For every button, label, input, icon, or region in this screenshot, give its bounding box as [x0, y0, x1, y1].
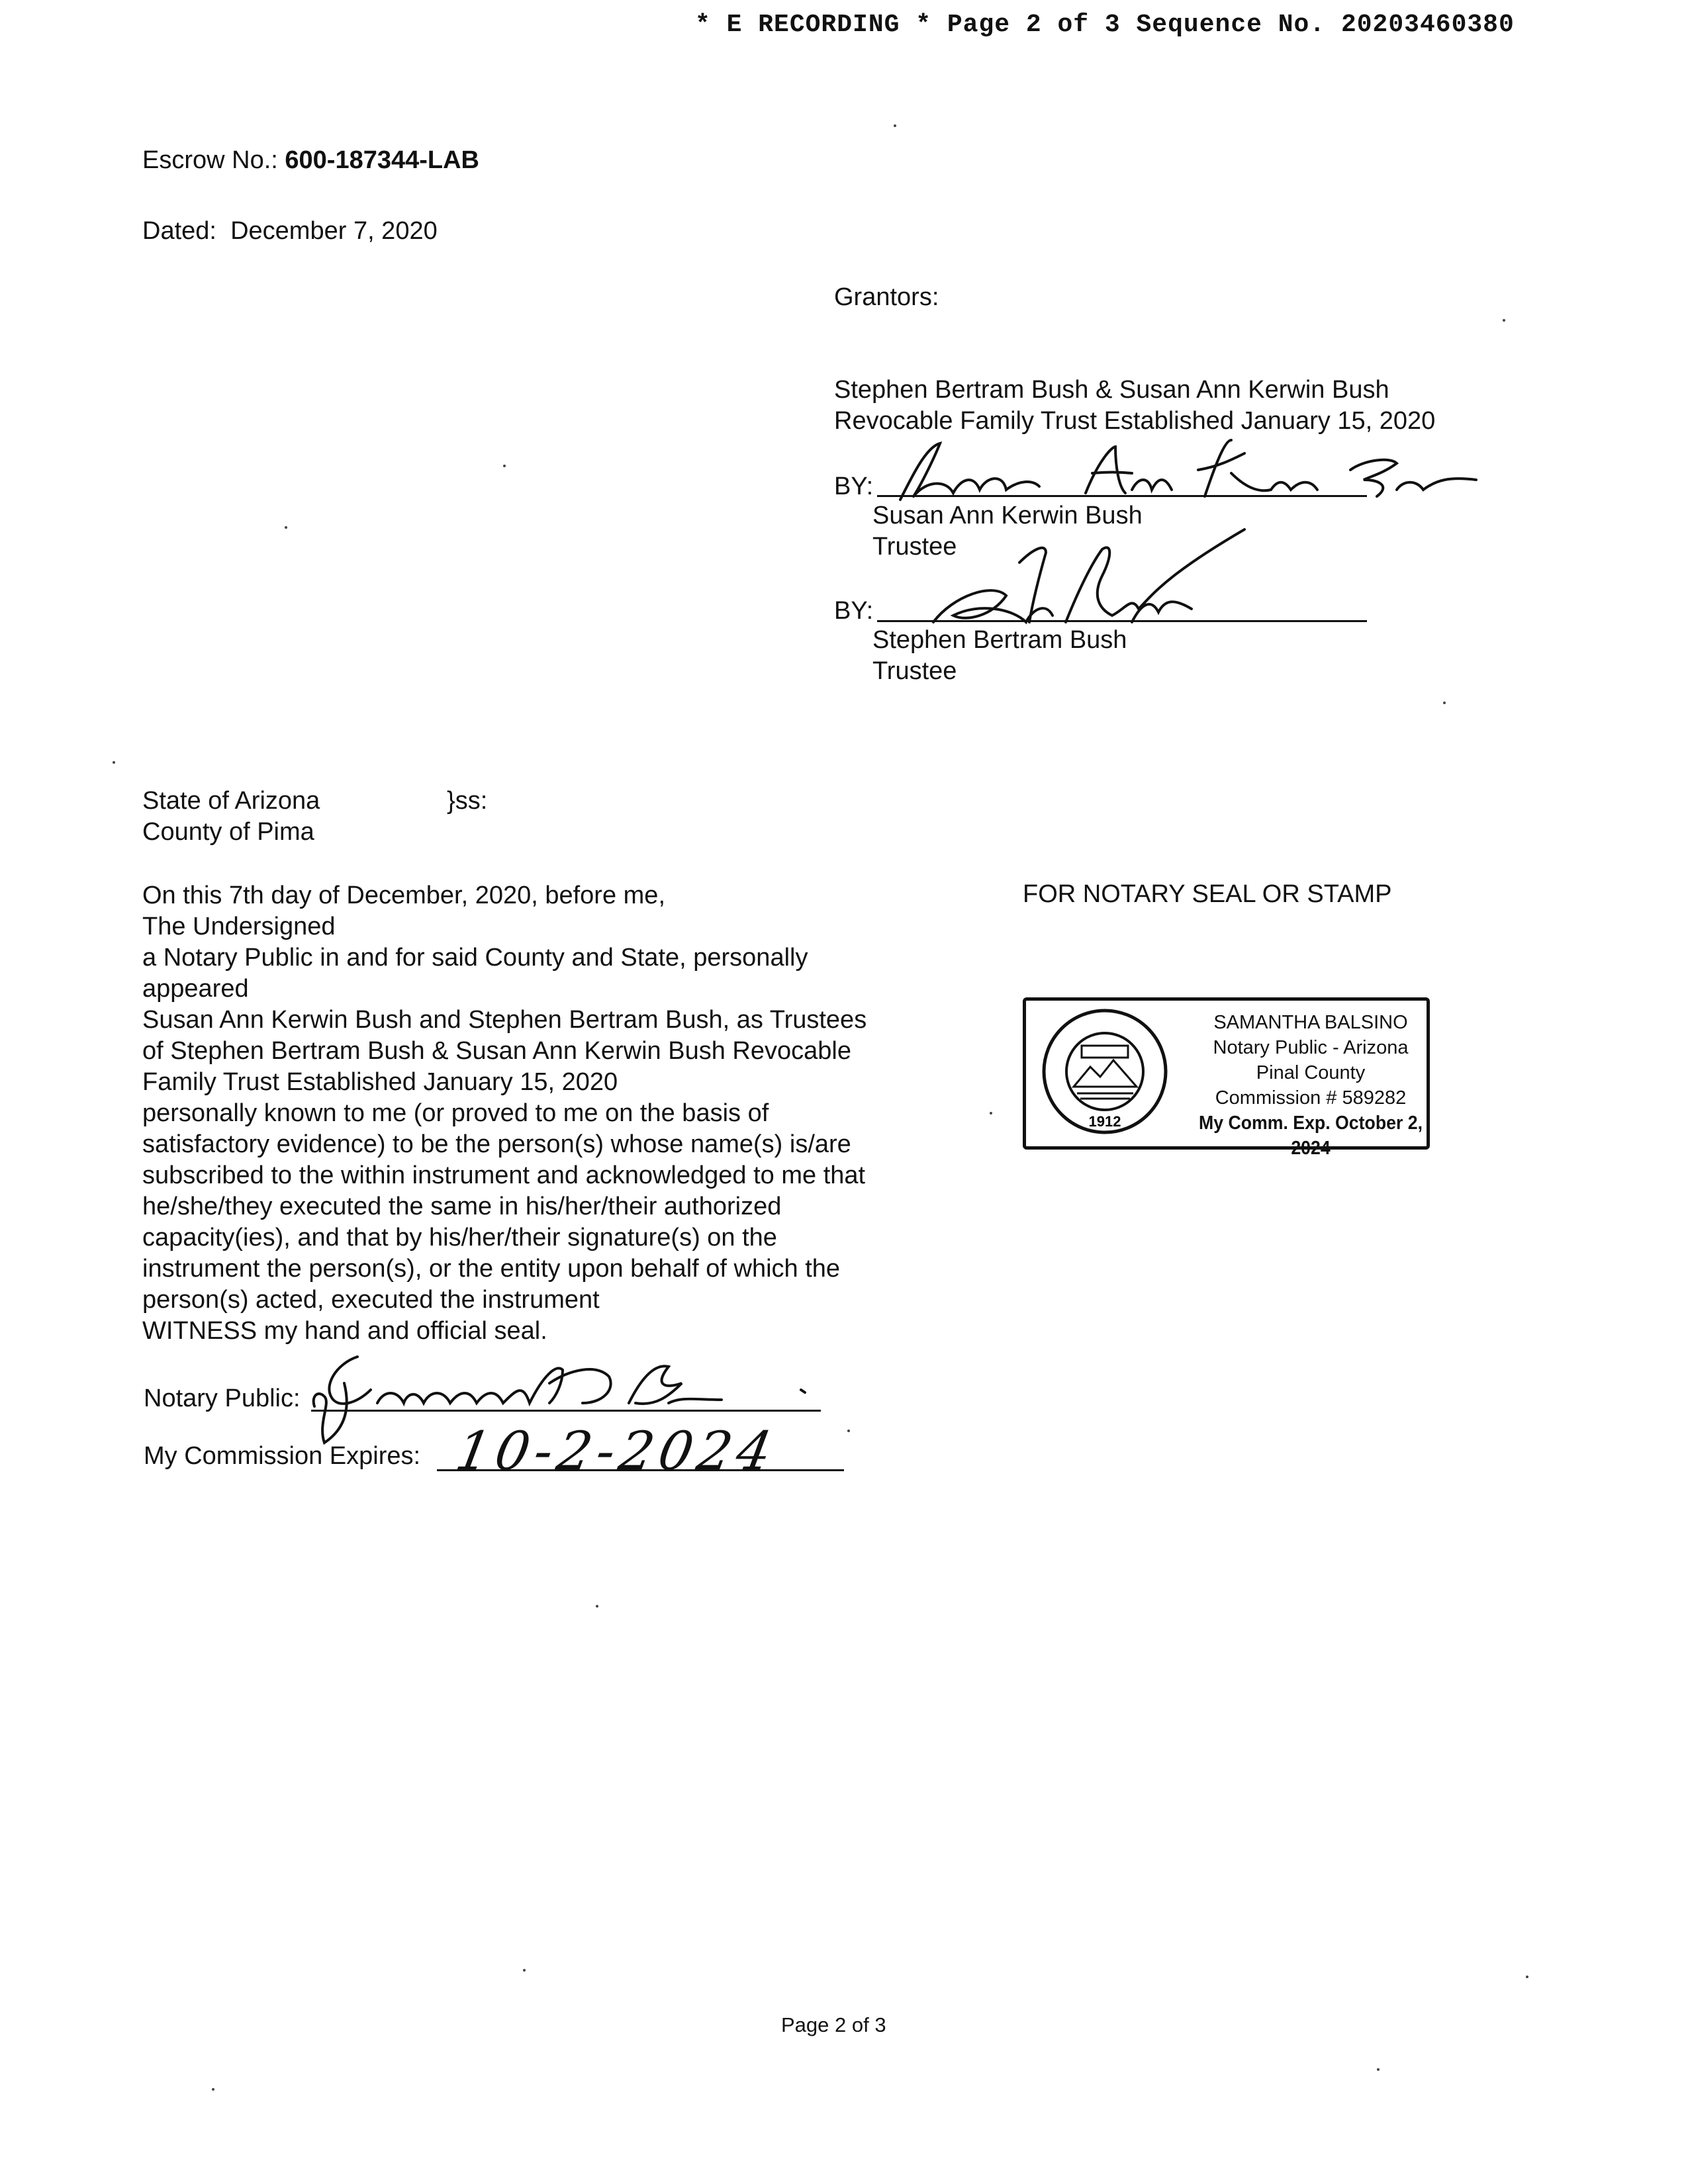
scan-speck: [894, 124, 896, 127]
venue-state: State of Arizona: [142, 787, 320, 815]
scan-speck: [503, 465, 506, 467]
scan-speck: [847, 1430, 850, 1432]
by-label-2: BY:: [834, 597, 874, 625]
escrow-number: 600-187344-LAB: [285, 146, 479, 174]
ack-line: person(s) acted, executed the instrument: [142, 1286, 600, 1314]
signature-stephen-bush: [914, 523, 1258, 642]
arizona-state-seal: [1041, 1007, 1170, 1136]
escrow-label: Escrow No.:: [142, 146, 278, 174]
notary-seal-heading: FOR NOTARY SEAL OR STAMP: [1023, 880, 1392, 908]
stamp-commission-number: Commission # 589282: [1215, 1087, 1407, 1109]
seal-year: 1912: [1088, 1113, 1121, 1130]
ack-line: Family Trust Established January 15, 2020: [142, 1068, 618, 1096]
stamp-title: Notary Public - Arizona: [1213, 1037, 1409, 1058]
ack-line: On this 7th day of December, 2020, before me,: [142, 882, 666, 909]
ack-line: subscribed to the within instrument and acknowledged to me that: [142, 1161, 866, 1189]
scan-speck: [1526, 1976, 1528, 1978]
stamp-notary-name: SAMANTHA BALSINO: [1213, 1012, 1408, 1033]
venue-ss: }ss:: [447, 787, 488, 815]
scan-speck: [596, 1605, 598, 1608]
signer-2-name: Stephen Bertram Bush: [872, 626, 1127, 654]
grantors-heading: Grantors:: [834, 283, 939, 311]
by-label-1: BY:: [834, 473, 874, 500]
scan-speck: [990, 1112, 992, 1115]
acknowledgment-text: [142, 880, 867, 1347]
signer-1-name: Susan Ann Kerwin Bush: [872, 502, 1143, 529]
ack-line: of Stephen Bertram Bush & Susan Ann Kerwin Bush Revocable: [142, 1037, 851, 1065]
notary-stamp: [1023, 997, 1430, 1159]
scan-speck: [1443, 702, 1446, 704]
ack-line: he/she/they executed the same in his/her/their authorized: [142, 1193, 782, 1220]
scan-speck: [1503, 319, 1505, 322]
trust-name-line-1: Stephen Bertram Bush & Susan Ann Kerwin Bush: [834, 376, 1389, 404]
ack-line: capacity(ies), and that by his/her/their signature(s) on the: [142, 1224, 777, 1251]
scan-speck: [113, 761, 115, 764]
page-number-footer: Page 2 of 3: [781, 2013, 886, 2036]
scan-speck: [285, 526, 287, 529]
commission-expires-label: My Commission Expires:: [144, 1442, 421, 1470]
ack-line: personally known to me (or proved to me on the basis of: [142, 1099, 769, 1127]
ack-line: a Notary Public in and for said County and State, personally: [142, 944, 808, 972]
venue-county: County of Pima: [142, 818, 314, 846]
ack-line: instrument the person(s), or the entity upon behalf of which the: [142, 1255, 841, 1283]
recording-header: * E RECORDING * Page 2 of 3 Sequence No. 20203460380: [695, 11, 1515, 39]
stamp-text: [1182, 1010, 1440, 1161]
scan-speck: [523, 1969, 526, 1972]
dated-date: December 7, 2020: [230, 217, 438, 245]
ack-line: satisfactory evidence) to be the person(s) whose name(s) is/are: [142, 1130, 851, 1158]
ack-line: WITNESS my hand and official seal.: [142, 1317, 547, 1345]
scan-speck: [1377, 2068, 1380, 2071]
dated-label: Dated:: [142, 217, 216, 245]
ack-line: The Undersigned: [142, 913, 336, 940]
signer-2-title: Trustee: [872, 657, 957, 685]
stamp-county: Pinal County: [1256, 1062, 1366, 1083]
notary-public-label: Notary Public:: [144, 1385, 301, 1412]
signer-1-title: Trustee: [872, 533, 957, 561]
ack-line: Susan Ann Kerwin Bush and Stephen Bertram Bush, as Trustees: [142, 1006, 867, 1034]
stamp-expiration: My Comm. Exp. October 2, 2024: [1198, 1113, 1423, 1159]
ack-line: appeared: [142, 975, 249, 1003]
commission-expires-handwritten: 10-2-2024: [451, 1420, 782, 1482]
dated-line: [142, 216, 438, 247]
trust-name-line-2: Revocable Family Trust Established January 15, 2020: [834, 407, 1436, 435]
escrow-line: [142, 145, 479, 176]
scan-speck: [212, 2088, 214, 2091]
